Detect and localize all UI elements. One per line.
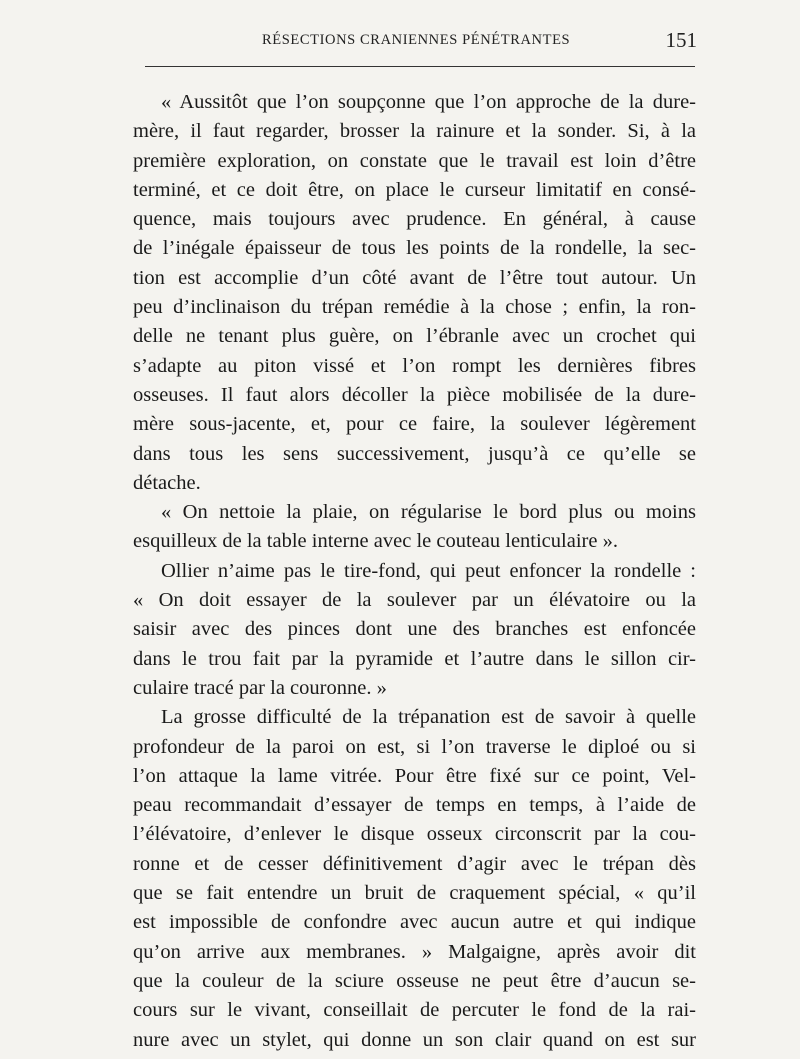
text-line: osseuses. Il faut alors décoller la pièce mobilisée de la dure-	[133, 383, 696, 406]
text-line: terminé, et ce doit être, on place le curseur limitatif en consé-	[133, 178, 696, 201]
text-line: détache.	[133, 471, 201, 494]
text-line: qu’on arrive aux membranes. » Malgaigne, après avoir dit	[133, 940, 696, 963]
text-line: de l’inégale épaisseur de tous les points de la rondelle, la sec-	[133, 237, 696, 260]
text-line: que se fait entendre un bruit de craquement spécial, « qu’il	[133, 882, 696, 905]
text-line: s’adapte au piton vissé et l’on rompt les dernières fibres	[133, 354, 696, 377]
text-line: profondeur de la paroi on est, si l’on traverse le diploé ou si	[133, 735, 696, 758]
text-line: peu d’inclinaison du trépan remédie à la chose ; enfin, la ron-	[133, 296, 696, 319]
text-line: mère, il faut regarder, brosser la rainure et la sonder. Si, à la	[133, 120, 696, 143]
text-line: ronne et de cesser définitivement d’agir avec le trépan dès	[133, 852, 696, 875]
text-line: La grosse difficulté de la trépanation est de savoir à quelle	[161, 706, 696, 729]
text-line: l’élévatoire, d’enlever le disque osseux circonscrit par la cou-	[133, 823, 696, 846]
text-line: nure avec un stylet, qui donne un son clair quand on est sur	[133, 1028, 696, 1051]
text-line: tion est accomplie d’un côté avant de l’être tout autour. Un	[133, 266, 696, 289]
running-head	[145, 28, 697, 62]
text-line: delle ne tenant plus guère, on l’ébranle avec un crochet qui	[133, 325, 696, 348]
text-line: saisir avec des pinces dont une des branches est enfoncée	[133, 618, 696, 641]
text-line: dans le trou fait par la pyramide et l’autre dans le sillon cir-	[133, 647, 696, 670]
running-title: RÉSECTIONS CRANIENNES PÉNÉTRANTES	[262, 32, 571, 48]
text-line: culaire tracé par la couronne. »	[133, 676, 387, 699]
text-line: dans tous les sens successivement, jusqu’à ce qu’elle se	[133, 442, 696, 465]
text-line: Ollier n’aime pas le tire-fond, qui peut enfoncer la rondelle :	[161, 559, 696, 582]
text-line: l’on attaque la lame vitrée. Pour être fixé sur ce point, Vel-	[133, 764, 696, 787]
text-line: peau recommandait d’essayer de temps en temps, à l’aide de	[133, 794, 696, 817]
text-line: est impossible de confondre avec aucun autre et qui indique	[133, 911, 696, 934]
body-text	[133, 88, 696, 1055]
text-line: « On nettoie la plaie, on régularise le bord plus ou moins	[161, 501, 696, 524]
text-line: « On doit essayer de la soulever par un élévatoire ou la	[133, 589, 696, 612]
header-rule	[145, 66, 695, 67]
page-number: 151	[665, 28, 697, 52]
text-line: mère sous-jacente, et, pour ce faire, la soulever légèrement	[133, 413, 696, 436]
text-line: cours sur le vivant, conseillait de percuter le fond de la rai-	[133, 999, 696, 1022]
text-line: esquilleux de la table interne avec le couteau lenticulaire ».	[133, 530, 618, 553]
text-line: que la couleur de la sciure osseuse ne peut être d’aucun se-	[133, 969, 696, 992]
text-line: quence, mais toujours avec prudence. En général, à cause	[133, 208, 696, 231]
text-line: première exploration, on constate que le travail est loin d’être	[133, 149, 696, 172]
text-line: « Aussitôt que l’on soupçonne que l’on approche de la dure-	[161, 91, 696, 113]
